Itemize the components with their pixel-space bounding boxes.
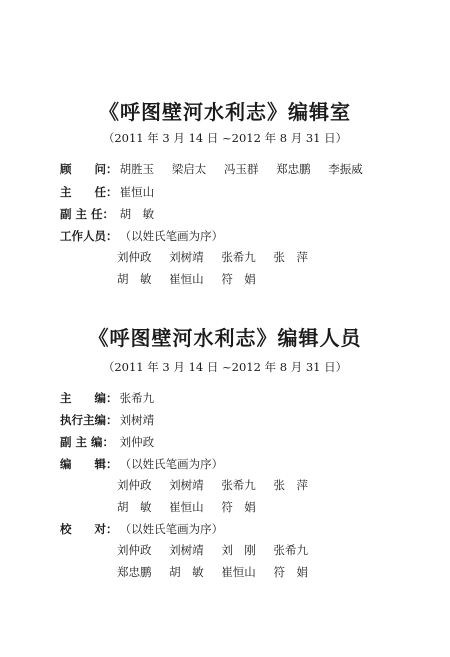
row-label: 执行主编：	[60, 413, 118, 427]
editors-row-chief	[60, 389, 168, 407]
person-name: 符 娟	[221, 500, 256, 514]
person-name: 刘树靖	[169, 543, 204, 557]
person-name: 张希九	[119, 391, 155, 405]
person-name: 刘树靖	[169, 250, 204, 264]
editors-row-editing	[60, 455, 237, 473]
office-row-advisors	[60, 160, 377, 178]
office-row-director	[60, 183, 168, 201]
person-name: 符 娟	[273, 565, 308, 579]
person-name: 崔恒山	[169, 500, 204, 514]
person-name: 刘树靖	[119, 413, 155, 427]
person-name: 刘 刚	[221, 543, 256, 557]
edit-names-line-1	[117, 476, 322, 494]
row-label: 编 辑：	[60, 457, 118, 471]
edit-names-line-2	[117, 498, 270, 516]
person-name: 张 萍	[273, 478, 308, 492]
row-label: 工作人员：	[60, 229, 118, 243]
person-name: 刘仲政	[119, 435, 155, 449]
person-name: 崔恒山	[169, 272, 204, 286]
person-name: 刘仲政	[117, 250, 152, 264]
ordering-note: （以姓氏笔画为序）	[119, 457, 224, 471]
row-label: 副 主 任：	[60, 207, 115, 221]
row-label: 主 任：	[60, 185, 118, 199]
editors-row-executive	[60, 411, 168, 429]
person-name: 符 娟	[221, 272, 256, 286]
person-name: 胡胜玉	[119, 162, 155, 176]
person-name: 李振威	[328, 162, 363, 176]
person-name: 崔恒山	[221, 565, 256, 579]
ordering-note: （以姓氏笔画为序）	[119, 229, 224, 243]
editors-title: 《呼图壁河水利志》编辑人员	[88, 326, 362, 350]
person-name: 胡 敏	[119, 207, 155, 221]
person-name: 胡 敏	[117, 272, 152, 286]
person-name: 郑忠鹏	[117, 565, 152, 579]
proof-names-line-2	[117, 563, 322, 581]
person-name: 张 萍	[273, 250, 308, 264]
row-label: 校 对：	[60, 522, 118, 536]
person-name: 刘仲政	[117, 543, 152, 557]
editors-row-proofreading	[60, 520, 237, 538]
office-row-deputy-director	[60, 205, 168, 223]
person-name: 胡 敏	[169, 565, 204, 579]
person-name: 刘树靖	[169, 478, 204, 492]
person-name: 张希九	[221, 478, 256, 492]
person-name: 张希九	[221, 250, 256, 264]
row-label: 主 编：	[60, 391, 118, 405]
person-name: 刘仲政	[117, 478, 152, 492]
person-name: 崔恒山	[119, 185, 155, 199]
office-row-staff	[60, 227, 237, 245]
ordering-note: （以姓氏笔画为序）	[119, 522, 224, 536]
editors-date: （2011 年 3 月 14 日 ~2012 年 8 月 31 日）	[102, 360, 348, 374]
row-label: 顾 问：	[60, 162, 118, 176]
staff-names-line-1	[117, 248, 322, 266]
row-label: 副 主 编：	[60, 435, 115, 449]
person-name: 冯玉群	[223, 162, 259, 176]
person-name: 郑忠鹏	[276, 162, 311, 176]
editors-row-deputy	[60, 433, 168, 451]
staff-names-line-2	[117, 270, 270, 288]
proof-names-line-1	[117, 541, 322, 559]
person-name: 胡 敏	[117, 500, 152, 514]
office-date: （2011 年 3 月 14 日 ~2012 年 8 月 31 日）	[102, 131, 348, 145]
person-name: 张希九	[273, 543, 308, 557]
office-title: 《呼图壁河水利志》编辑室	[99, 100, 351, 124]
person-name: 梁启太	[171, 162, 207, 176]
